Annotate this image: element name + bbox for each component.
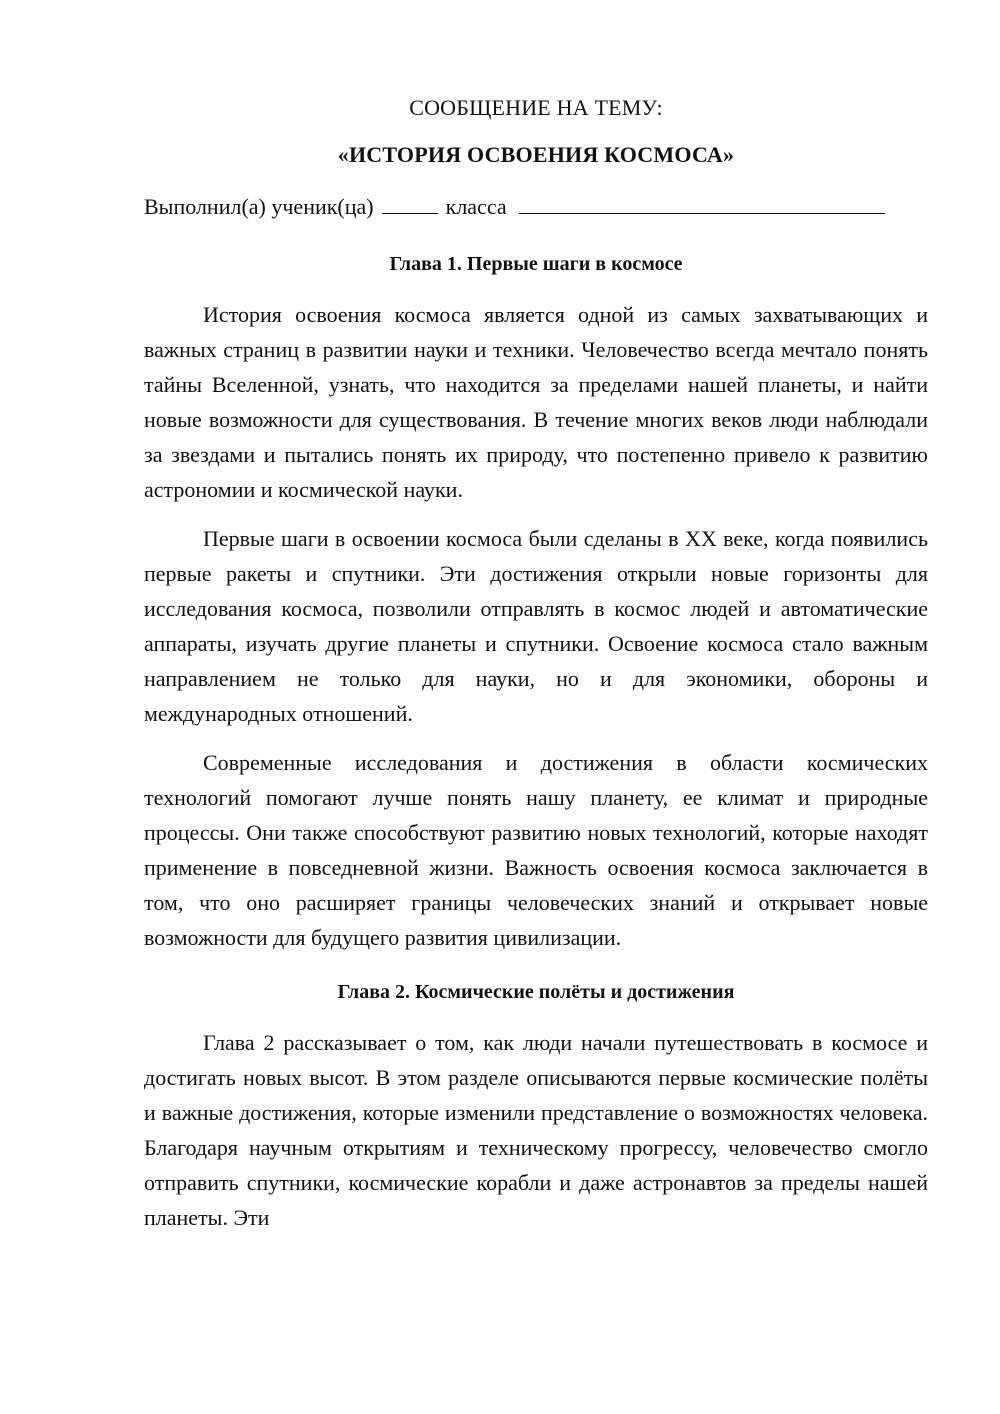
chapter-1-paragraph: История освоения космоса является одной из самых захватывающих и важных страниц в развитии науки и техники. Человечество всегда мечтало понять тайны Вселенной, узнать, что находится за пределами нашей планеты, и найти новые возможности для существования. В течение многих веков люди наблюдали за звездами и пытались понять их природу, что постепенно привело к развитию астрономии и космической науки. — [144, 302, 928, 502]
chapter-1-paragraph: Первые шаги в освоении космоса были сделаны в XX веке, когда появились первые ракеты и спутники. Эти достижения открыли новые горизонты для исследования космоса, позволили отправлять в космос людей и автоматические аппараты, изучать другие планеты и спутники. Освоение космоса стало важным направлением не только для науки, но и для экономики, обороны и международных отношений. — [144, 526, 928, 726]
document-title-line-2: «ИСТОРИЯ ОСВОЕНИЯ КОСМОСА» — [337, 142, 735, 167]
chapter-1-paragraph: Современные исследования и достижения в области космических технологий помогают лучше понять нашу планету, ее климат и природные процессы. Они также способствуют развитию новых технологий, которые находят применение в повседневной жизни. Важность освоения космоса заключается в том, что оно расширяет границы человеческих знаний и открывает новые возможности для будущего развития цивилизации. — [144, 750, 928, 950]
class-name-blank — [519, 191, 885, 214]
document-content — [144, 92, 928, 1249]
chapter-2-paragraph: Глава 2 рассказывает о том, как люди начали путешествовать в космосе и достигать новых высот. В этом разделе описываются первые космические полёты и важные достижения, которые изменили представление о возможностях человека. Благодаря научным открытиям и техническому прогрессу, человечество смогло отправить спутники, космические корабли и даже астронавтов за пределы нашей планеты. Эти — [144, 1030, 928, 1230]
document-title-line-1: СООБЩЕНИЕ НА ТЕМУ: — [409, 95, 663, 120]
chapter-1-heading: Глава 1. Первые шаги в космосе — [389, 253, 683, 275]
author-prefix: Выполнил(а) ученик(ца) — [144, 194, 374, 219]
author-line — [144, 191, 928, 223]
chapter-2-heading: Глава 2. Космические полёты и достижения — [337, 981, 735, 1003]
grade-blank — [382, 191, 438, 214]
class-label: класса — [445, 194, 507, 219]
